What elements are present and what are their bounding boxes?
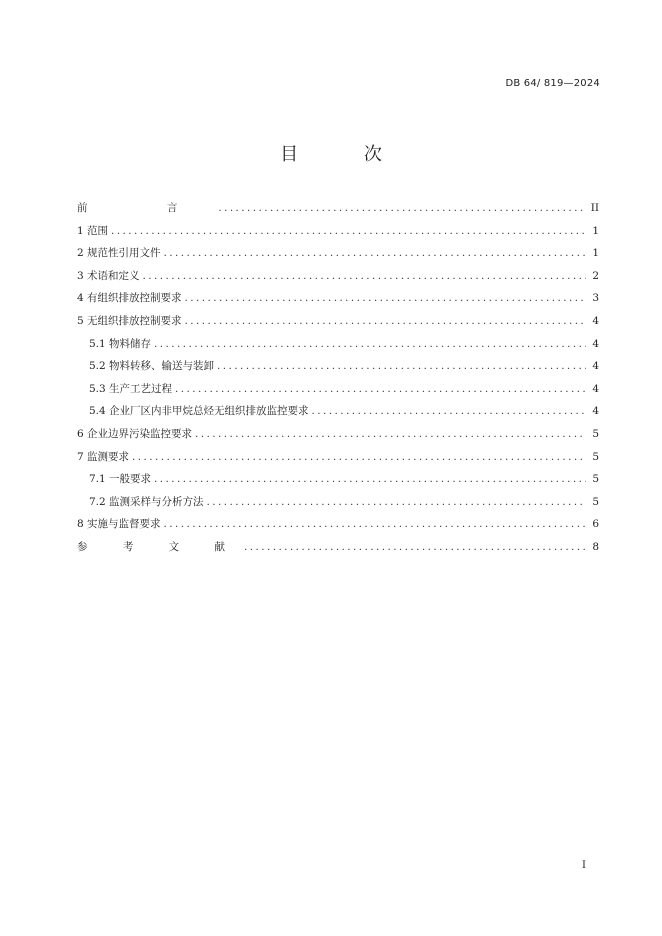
toc-entry-page: 1 [592,224,599,237]
toc-entry-page: 1 [592,247,599,260]
toc-entry-page: 4 [592,337,599,350]
toc-entry-page: 4 [592,405,599,418]
page-number: I [582,860,586,871]
toc-entry-page: 5 [592,473,599,486]
toc-leader-dots [218,202,586,214]
toc-leader-dots [185,292,586,304]
toc-entry-label: 5 无组织排放控制要求 [77,314,182,327]
toc-entry-label: 6 企业边界污染监控要求 [77,427,193,440]
toc-entry-label: 4 有组织排放控制要求 [77,292,182,305]
toc-entry-6[interactable] [77,426,599,449]
toc-entry-references[interactable] [77,539,599,562]
toc-entry-label: 5.2 物料转移、输送与装卸 [89,360,215,373]
toc-leader-dots [175,383,586,395]
toc-entry-label: 参 考 文 献 [77,540,242,553]
toc-entry-label: 前 言 [77,202,216,214]
toc-entry-label: 5.3 生产工艺过程 [89,382,173,395]
toc-entry-label: 8 实施与监督要求 [77,518,161,531]
toc-leader-dots [111,225,586,237]
toc-leader-dots [154,338,586,350]
toc-entry-page: 2 [592,269,599,282]
toc-entry-2[interactable] [77,245,599,268]
toc-entry-label: 7.1 一般要求 [89,473,152,486]
toc-entry-page: 5 [592,427,599,440]
toc-leader-dots [217,360,586,372]
toc-leader-dots [132,451,586,463]
toc-entry-label: 5.4 企业厂区内非甲烷总烃无组织排放监控要求 [89,405,309,418]
toc-leader-dots [312,405,586,417]
toc-entry-7-2[interactable] [77,494,599,517]
toc-entry-7[interactable] [77,449,599,472]
toc-entry-foreword[interactable] [77,200,599,223]
toc-entry-5-1[interactable] [77,336,599,359]
toc-entry-5-2[interactable] [77,358,599,381]
toc-leader-dots [154,473,586,485]
toc-entry-label: 3 术语和定义 [77,269,140,282]
table-of-contents [77,200,599,562]
toc-entry-label: 2 规范性引用文件 [77,247,161,260]
toc-leader-dots [195,428,586,440]
toc-leader-dots [244,541,586,553]
toc-entry-5[interactable] [77,313,599,336]
toc-leader-dots [207,496,586,508]
page-title: 目 次 [280,144,412,165]
toc-entry-3[interactable] [77,268,599,291]
toc-leader-dots [164,518,586,530]
toc-entry-page: 3 [592,292,599,305]
toc-entry-label: 1 范围 [77,224,109,237]
toc-leader-dots [164,247,586,259]
toc-entry-page: 6 [592,518,599,531]
toc-entry-page: 4 [592,314,599,327]
toc-entry-5-3[interactable] [77,381,599,404]
toc-entry-4[interactable] [77,290,599,313]
document-code: DB 64/ 819—2024 [505,78,600,89]
toc-entry-8[interactable] [77,516,599,539]
toc-entry-label: 7 监测要求 [77,450,130,463]
toc-entry-page: 5 [592,450,599,463]
toc-entry-7-1[interactable] [77,471,599,494]
toc-entry-page: 8 [592,540,599,553]
toc-entry-5-4[interactable] [77,403,599,426]
toc-leader-dots [143,270,586,282]
toc-leader-dots [185,315,586,327]
toc-entry-1[interactable] [77,223,599,246]
toc-entry-page: 4 [592,360,599,373]
toc-entry-page: 5 [592,495,599,508]
toc-entry-page: II [590,202,599,214]
toc-entry-label: 7.2 监测采样与分析方法 [89,495,204,508]
toc-entry-label: 5.1 物料储存 [89,337,152,350]
toc-entry-page: 4 [592,382,599,395]
